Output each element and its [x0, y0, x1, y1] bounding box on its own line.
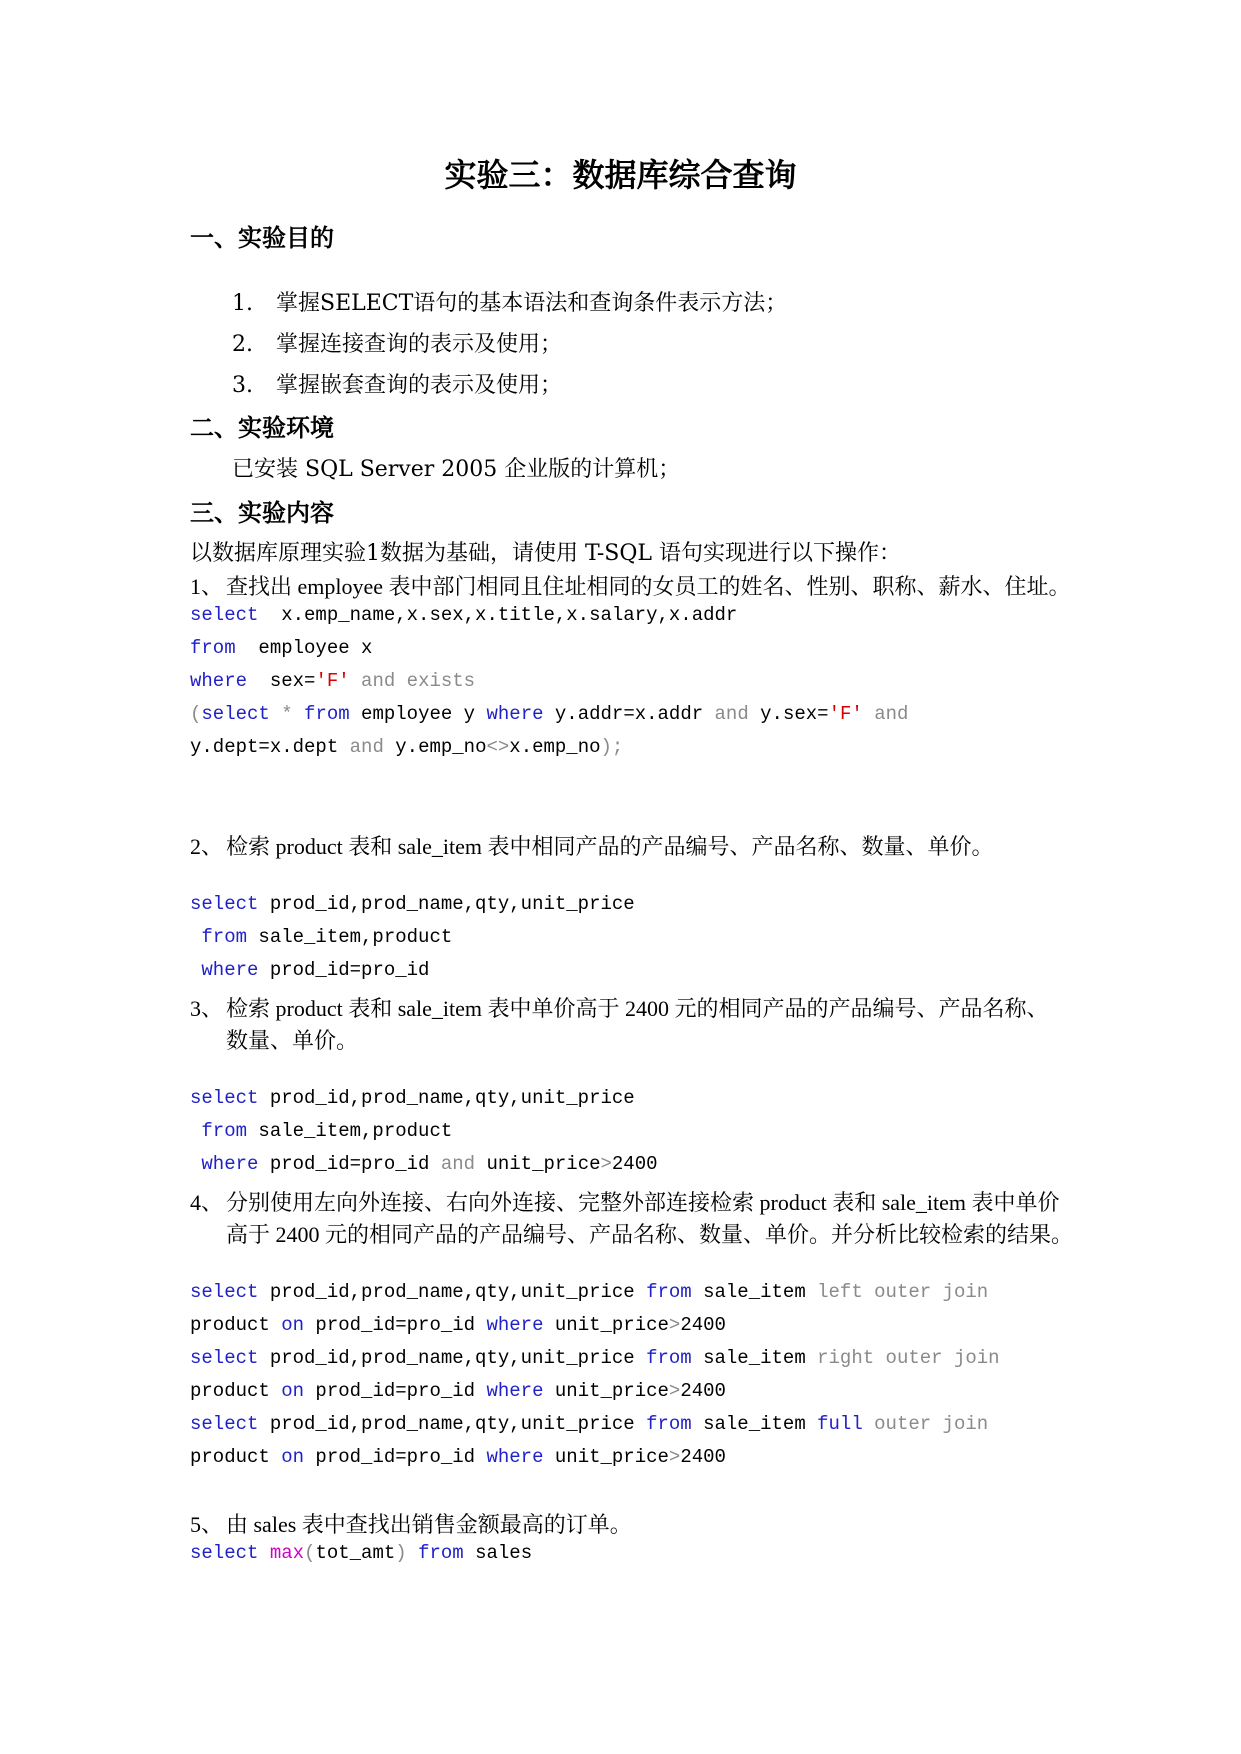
- code-text: [258, 1542, 269, 1564]
- code-operator: right outer join: [817, 1347, 1000, 1369]
- question-1: [190, 570, 1071, 601]
- code-line: [190, 959, 429, 981]
- code-operator: >: [668, 1380, 681, 1402]
- code-text: sale_item: [691, 1413, 818, 1435]
- code-operator: and: [349, 736, 384, 758]
- code-text: sale_item: [691, 1347, 818, 1369]
- code-line: [190, 1314, 726, 1336]
- code-text: prod_id=pro_id: [304, 1380, 487, 1402]
- code-text: sex=: [247, 670, 316, 692]
- question-3: [190, 992, 1049, 1023]
- code-line: [190, 1153, 658, 1175]
- code-text: prod_id,prod_name,qty,unit_price: [258, 893, 635, 915]
- question-number: 3、: [190, 996, 224, 1021]
- question-text: 由 sales 表中查找出销售金额最高的订单。: [226, 1512, 632, 1537]
- code-line: [190, 926, 452, 948]
- code-line: [190, 736, 623, 758]
- code-operator: ): [395, 1542, 407, 1564]
- code-operator: >: [668, 1446, 681, 1468]
- code-keyword: select: [201, 703, 270, 725]
- code-text: prod_id=pro_id: [304, 1446, 487, 1468]
- code-operator: and: [714, 703, 749, 725]
- code-operator: and exists: [349, 670, 476, 692]
- question-number: 5、: [190, 1512, 224, 1537]
- code-text: 2400: [680, 1314, 726, 1336]
- question-3-continued: 数量、单价。: [226, 1028, 359, 1053]
- code-text: x.emp_name,x.sex,x.title,x.salary,x.addr: [258, 604, 738, 626]
- code-text: prod_id,prod_name,qty,unit_price: [258, 1347, 647, 1369]
- objective-item-3: [232, 368, 562, 399]
- code-keyword: on: [281, 1446, 305, 1468]
- code-keyword: select: [190, 1281, 259, 1303]
- code-operator: >: [668, 1314, 681, 1336]
- code-text: sales: [463, 1542, 533, 1564]
- code-text: prod_id,prod_name,qty,unit_price: [258, 1281, 647, 1303]
- code-text: unit_price: [475, 1153, 601, 1175]
- code-line: [190, 670, 475, 692]
- code-string: 'F': [315, 670, 350, 692]
- code-text: employee x: [235, 637, 373, 659]
- code-line: [190, 703, 908, 725]
- objective-text: 掌握连接查询的表示及使用；: [276, 332, 563, 357]
- code-text: employee y: [349, 703, 487, 725]
- code-keyword: from: [190, 637, 236, 659]
- code-keyword: select: [190, 1542, 259, 1564]
- objective-number: 2.: [232, 332, 253, 357]
- code-operator: >: [600, 1153, 612, 1175]
- question-4-continued: 高于 2400 元的相同产品的产品编号、产品名称、数量、单价。并分析比较检索的结果。: [226, 1222, 1074, 1247]
- code-keyword: full: [817, 1413, 863, 1435]
- objective-number: 3.: [232, 373, 253, 398]
- code-operator: );: [600, 736, 624, 758]
- code-text: prod_id=pro_id: [258, 959, 430, 981]
- code-keyword: from: [646, 1281, 692, 1303]
- code-text: product: [190, 1380, 282, 1402]
- objective-item-1: [232, 286, 787, 317]
- code-text: y.emp_no: [383, 736, 487, 758]
- code-keyword: where: [190, 959, 259, 981]
- code-line: [190, 1380, 726, 1402]
- question-4: [190, 1186, 1060, 1217]
- code-text: 2400: [680, 1380, 726, 1402]
- code-text: prod_id,prod_name,qty,unit_price: [258, 1413, 647, 1435]
- code-keyword: on: [281, 1314, 305, 1336]
- code-text: prod_id,prod_name,qty,unit_price: [258, 1087, 635, 1109]
- code-string: 'F': [828, 703, 863, 725]
- code-keyword: select: [190, 1087, 259, 1109]
- code-text: 2400: [611, 1153, 658, 1175]
- objective-text: 掌握嵌套查询的表示及使用；: [276, 373, 563, 398]
- question-number: 4、: [190, 1190, 224, 1215]
- objective-item-2: [232, 327, 562, 358]
- code-keyword: from: [190, 926, 248, 948]
- code-operator: *: [269, 703, 305, 725]
- code-keyword: where: [486, 1380, 544, 1402]
- code-keyword: from: [418, 1542, 464, 1564]
- code-operator: left outer join: [817, 1281, 989, 1303]
- code-keyword: where: [190, 1153, 259, 1175]
- code-line: [190, 1087, 635, 1109]
- code-text: x.emp_no: [509, 736, 601, 758]
- code-keyword: select: [190, 604, 259, 626]
- code-text: y.sex=: [748, 703, 829, 725]
- code-keyword: from: [190, 1120, 248, 1142]
- code-text: prod_id=pro_id: [258, 1153, 441, 1175]
- code-line: [190, 1542, 532, 1564]
- code-text: unit_price: [543, 1446, 669, 1468]
- question-5: [190, 1508, 632, 1539]
- code-text: 2400: [680, 1446, 726, 1468]
- code-keyword: where: [486, 1314, 544, 1336]
- code-operator: (: [190, 703, 202, 725]
- section-heading-content: 三、实验内容: [190, 499, 334, 527]
- code-line: [190, 1413, 988, 1435]
- intro-text: 以数据库原理实验1数据为基础，请使用 T-SQL 语句实现进行以下操作：: [190, 541, 901, 566]
- question-number: 2、: [190, 834, 224, 859]
- code-text: unit_price: [543, 1380, 669, 1402]
- code-keyword: from: [646, 1413, 692, 1435]
- code-line: [190, 1120, 452, 1142]
- page-title: 实验三：数据库综合查询: [444, 156, 797, 194]
- section-heading-objectives: 一、实验目的: [190, 224, 334, 252]
- objective-text: 掌握SELECT语句的基本语法和查询条件表示方法；: [276, 291, 788, 316]
- environment-text: 已安装 SQL Server 2005 企业版的计算机；: [232, 457, 681, 482]
- code-keyword: where: [486, 1446, 544, 1468]
- code-operator: <>: [486, 736, 510, 758]
- code-text: tot_amt: [315, 1542, 396, 1564]
- code-keyword: select: [190, 893, 259, 915]
- code-operator: and: [862, 703, 909, 725]
- question-text: 检索 product 表和 sale_item 表中单价高于 2400 元的相同产品的产品编号、产品名称、: [226, 996, 1049, 1021]
- code-line: [190, 893, 635, 915]
- code-keyword: from: [304, 703, 350, 725]
- question-text: 检索 product 表和 sale_item 表中相同产品的产品编号、产品名称、数量、单价。: [226, 834, 994, 859]
- code-line: [190, 1281, 988, 1303]
- code-text: product: [190, 1446, 282, 1468]
- code-keyword: from: [646, 1347, 692, 1369]
- code-text: y.addr=x.addr: [543, 703, 715, 725]
- code-line: [190, 1347, 1000, 1369]
- code-keyword: on: [281, 1380, 305, 1402]
- code-keyword: select: [190, 1413, 259, 1435]
- code-operator: outer join: [862, 1413, 989, 1435]
- question-text: 分别使用左向外连接、右向外连接、完整外部连接检索 product 表和 sale_item 表中单价: [226, 1190, 1060, 1215]
- question-text: 查找出 employee 表中部门相同且住址相同的女员工的姓名、性别、职称、薪水、住址。: [226, 574, 1071, 599]
- code-line: [190, 637, 372, 659]
- code-text: sale_item,product: [247, 926, 453, 948]
- code-text: unit_price: [543, 1314, 669, 1336]
- code-text: prod_id=pro_id: [304, 1314, 487, 1336]
- code-text: product: [190, 1314, 282, 1336]
- code-text: [407, 1542, 418, 1564]
- code-text: sale_item: [691, 1281, 818, 1303]
- code-keyword: select: [190, 1347, 259, 1369]
- code-keyword: where: [190, 670, 248, 692]
- code-line: [190, 604, 737, 626]
- code-text: sale_item,product: [247, 1120, 453, 1142]
- code-operator: (: [304, 1542, 316, 1564]
- code-keyword: where: [486, 703, 544, 725]
- section-heading-environment: 二、实验环境: [190, 414, 334, 442]
- question-2: [190, 830, 994, 861]
- objective-number: 1.: [232, 291, 253, 316]
- code-operator: and: [440, 1153, 476, 1175]
- code-text: y.dept=x.dept: [190, 736, 350, 758]
- question-number: 1、: [190, 574, 224, 599]
- code-function: max: [269, 1542, 305, 1564]
- code-line: [190, 1446, 726, 1468]
